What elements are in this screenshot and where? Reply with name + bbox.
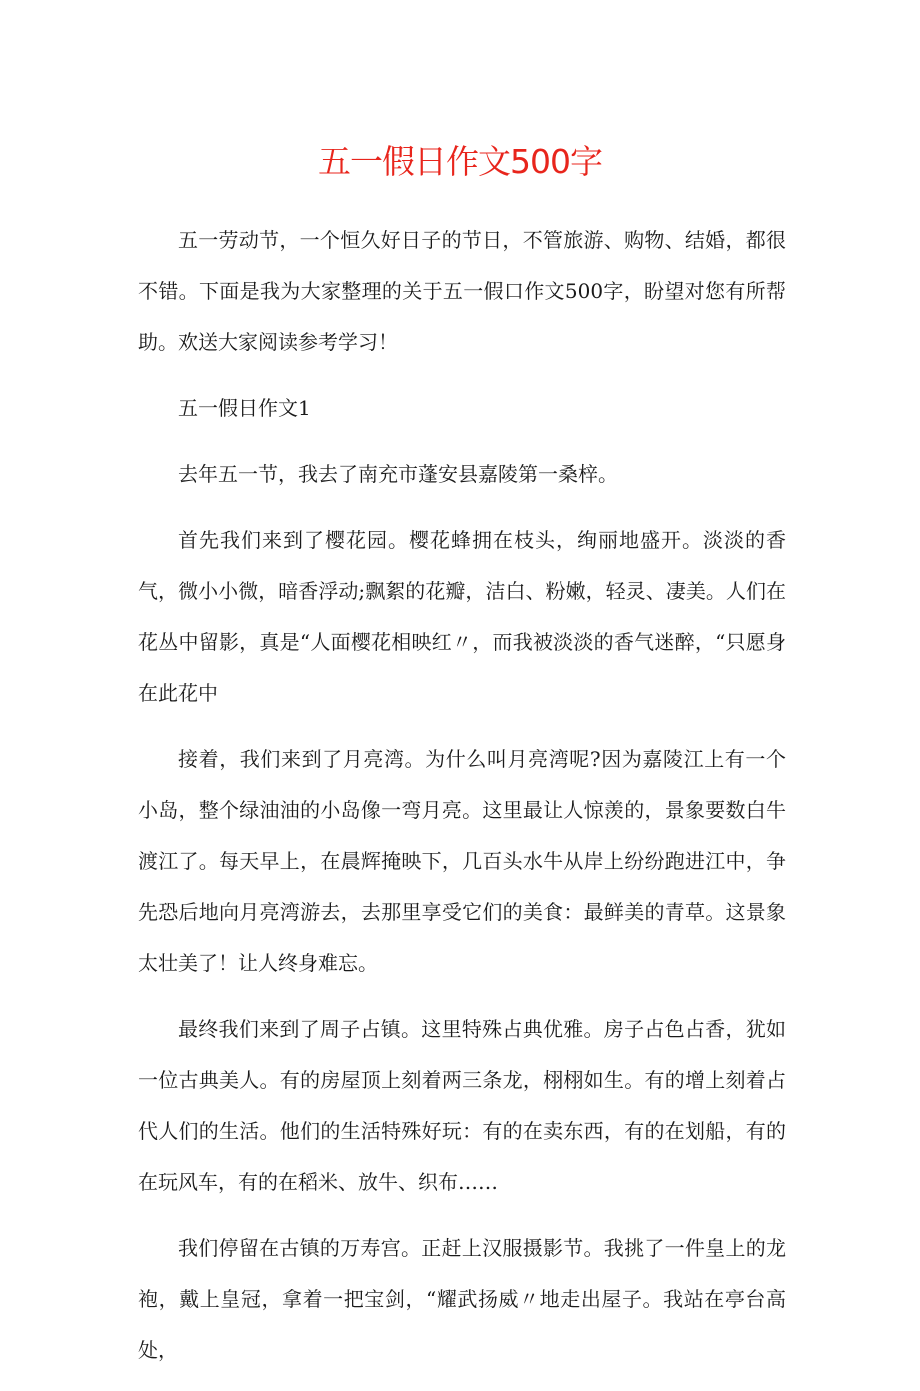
paragraph-old-town: 最终我们来到了周子占镇。这里特殊占典优雅。房子占色占香，犹如一位古典美人。有的房屋顶上刻着两三条龙，栩栩如生。有的增上刻着占代人们的生活。他们的生活特殊好玩：有的在卖东西，有的在划船，有的在玩风车，有的在稻米、放牛、织布…… bbox=[138, 1017, 786, 1194]
paragraph-intro: 五一劳动节，一个恒久好日子的节日，不管旅游、购物、结婚，都很不错。下面是我为大家整理的关于五一假口作文500字，盼望对您有所帮助。欢送大家阅读参考学习！ bbox=[138, 228, 786, 354]
paragraph-subheading: 五一假日作文1 bbox=[178, 396, 311, 420]
document-body bbox=[138, 215, 786, 1391]
paragraph-cherry-garden: 首先我们来到了樱花园。樱花蜂拥在枝头，绚丽地盛开。淡淡的香气，微小小微，暗香浮动;飘絮的花瓣，洁白、粉嫩，轻灵、凄美。人们在花丛中留影，真是“人面樱花相映红〃，而我被淡淡的香气迷醉，“只愿身在此花中 bbox=[138, 528, 786, 705]
paragraph-moon-bay: 接着，我们来到了月亮湾。为什么叫月亮湾呢?因为嘉陵江上有一个小岛，整个绿油油的小岛像一弯月亮。这里最让人惊羡的，景象要数白牛渡江了。每天早上，在晨辉掩映下，几百头水牛从岸上纷纷跑进江中，争先恐后地向月亮湾游去，去那里享受它们的美食：最鲜美的青草。这景象太壮美了！让人终身难忘。 bbox=[138, 747, 786, 975]
document-title: 五一假日作文500字 bbox=[318, 142, 602, 181]
paragraph-wanshou-palace: 我们停留在古镇的万寿宫。正赶上汉服摄影节。我挑了一件皇上的龙袍，戴上皇冠，拿着一把宝剑，“耀武扬威〃地走出屋子。我站在亭台高处， bbox=[138, 1236, 786, 1362]
paragraph-opening: 去年五一节，我去了南充市蓬安县嘉陵第一桑梓。 bbox=[178, 462, 618, 486]
